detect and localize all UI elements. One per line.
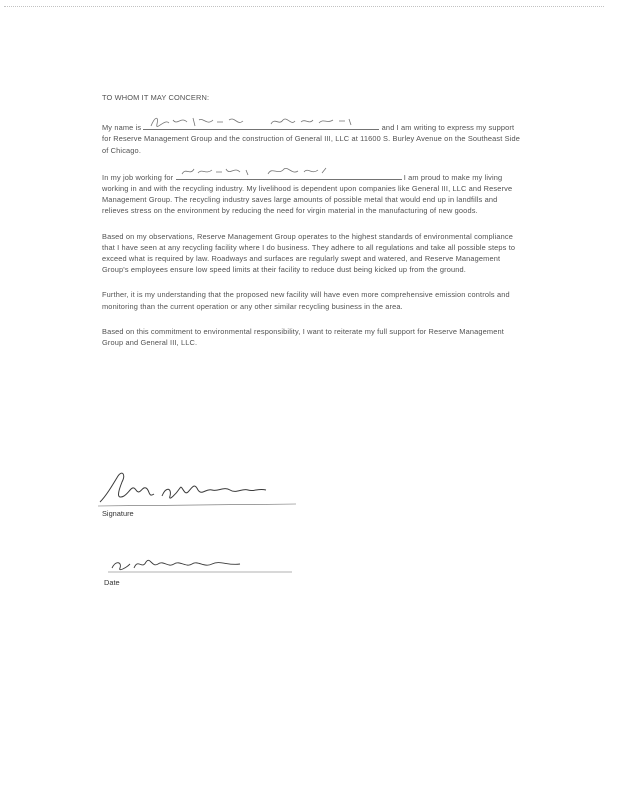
handwritten-company-field (176, 170, 402, 180)
paragraph-understanding: Further, it is my understanding that the proposed new facility will have even more comprehensive emission controls and monitoring than the current operation or any other similar recycling business in the area. (102, 290, 510, 311)
handwritten-name-scribble (143, 114, 379, 130)
intro-body-text: and I am writing to express my support for Reserve Management Group and the construction of General III, LLC at 11600 S. Burley Avenue on the Southeast Side of Chicago. (102, 123, 521, 155)
signature-label: Signature (102, 509, 134, 518)
scan-edge-artifact (4, 6, 604, 10)
letter-body (102, 92, 522, 362)
paragraph-observations: Based on my observations, Reserve Management Group operates to the highest standards of environmental compliance that I have seen at any recycling facility where I do business. They adhere to all regulations and take all possible steps to exceed what is required by law. Roadways and surfaces are regularly swept and watered, and Reserve Management Group's employees ensure low speed limits at their facility to reduce dust being kicked up from the ground. (102, 231, 516, 275)
handwritten-date (108, 548, 298, 578)
job-lead-text: In my job working for (102, 172, 174, 182)
paragraph-job (102, 170, 522, 217)
handwritten-signature (96, 466, 316, 512)
intro-lead-text: My name is (102, 123, 142, 133)
date-label: Date (104, 578, 120, 587)
salutation: TO WHOM IT MAY CONCERN: (102, 93, 210, 102)
paragraph-conclusion: Based on this commitment to environmental responsibility, I want to reiterate my full support for Reserve Management Group and General III, LLC. (102, 326, 504, 348)
paragraph-introduction (102, 120, 522, 156)
handwritten-company-scribble (176, 164, 402, 180)
handwritten-name-field (143, 120, 379, 130)
job-body-text: I am proud to make my living working in and with the recycling industry. My livelihood is dependent upon companies like General III, LLC and Reserve Management Group. The recycling industry saves large amounts of possible metal that would end up in landfills and relieves stress on the environment by reducing the need for virgin material in the manufacturing of new goods. (102, 172, 513, 216)
